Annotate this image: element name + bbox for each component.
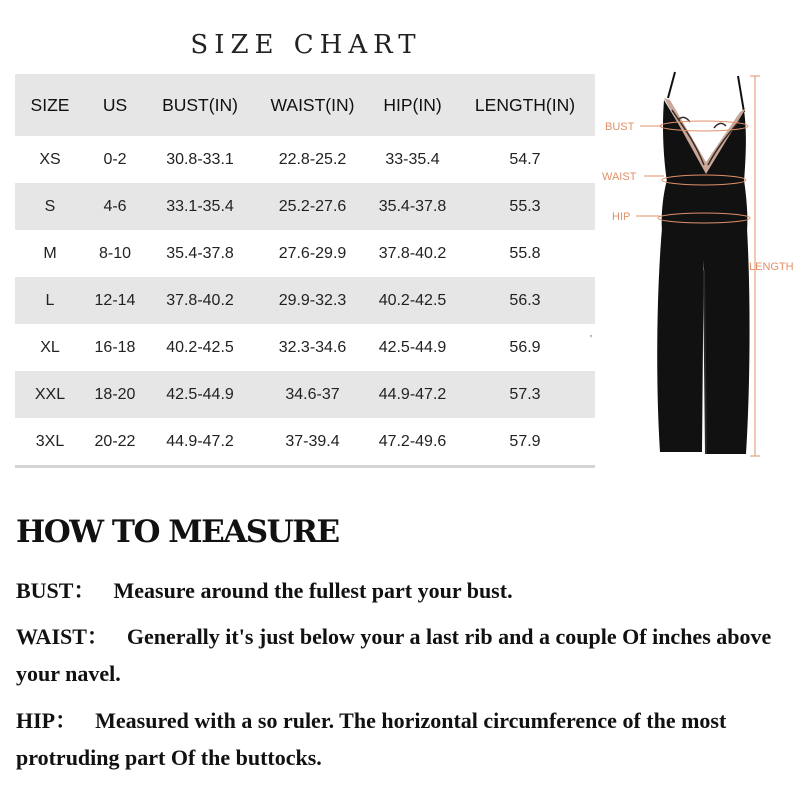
cell-waist: 34.6-37 xyxy=(255,371,370,418)
cell-bust: 40.2-42.5 xyxy=(166,338,234,356)
cell-hip: 37.8-40.2 xyxy=(378,244,447,262)
cell-bust: 37.8-40.2 xyxy=(145,277,255,324)
header-bust: BUST(IN) xyxy=(145,74,255,136)
cell-hip: 40.2-42.5 xyxy=(370,277,455,324)
cell-waist: 25.2-27.6 xyxy=(255,183,370,230)
cell-bust: 42.5-44.9 xyxy=(145,371,255,418)
cell-size: M xyxy=(43,244,57,262)
header-hip: HIP(IN) xyxy=(370,74,455,136)
cell-bust: 35.4-37.8 xyxy=(166,244,234,262)
jumpsuit-figure xyxy=(598,70,800,470)
table-row xyxy=(15,418,595,467)
cell-size: XXL xyxy=(15,371,85,418)
cell-waist: 37-39.4 xyxy=(255,418,370,467)
cell-length: 56.9 xyxy=(509,338,541,356)
cell-waist: 32.3-34.6 xyxy=(278,338,347,356)
cell-size: 3XL xyxy=(15,418,85,467)
right-leg xyxy=(702,228,750,454)
bust-term: BUST： xyxy=(16,578,96,603)
how-to-measure-title: HOW TO MEASURE xyxy=(16,514,339,550)
cell-hip: 47.2-49.6 xyxy=(370,418,455,467)
cell-bust: 44.9-47.2 xyxy=(145,418,255,467)
waist-term: WAIST： xyxy=(16,624,109,649)
table-header-row xyxy=(15,74,595,136)
table-row xyxy=(15,230,595,277)
cell-us: 16-18 xyxy=(94,338,136,356)
cell-us: 20-22 xyxy=(85,418,145,467)
waist-instruction xyxy=(16,618,800,692)
hip-label: HIP xyxy=(612,211,631,223)
cell-waist: 22.8-25.2 xyxy=(278,150,347,168)
cell-hip: 42.5-44.9 xyxy=(378,338,447,356)
table-row xyxy=(15,136,595,183)
left-leg xyxy=(657,228,704,452)
table-row xyxy=(15,183,595,230)
waist-text: Generally it's just below your a last rib and a couple Of inches above your navel. xyxy=(16,624,772,686)
cell-size: L xyxy=(15,277,85,324)
cell-bust: 33.1-35.4 xyxy=(145,183,255,230)
header-length: LENGTH(IN) xyxy=(455,74,595,136)
cell-bust: 30.8-33.1 xyxy=(166,150,234,168)
cell-us: 8-10 xyxy=(98,244,132,262)
bust-label: BUST xyxy=(605,121,635,133)
cell-length: 57.9 xyxy=(455,418,595,467)
bust-instruction xyxy=(16,572,800,609)
hip-instruction xyxy=(16,702,800,776)
hip-text: Measured with a so ruler. The horizontal circumference of the most protruding part Of the buttocks. xyxy=(16,708,727,770)
cell-hip: 35.4-37.8 xyxy=(370,183,455,230)
right-strap xyxy=(738,76,744,112)
cell-length: 55.8 xyxy=(509,244,541,262)
header-size: SIZE xyxy=(15,74,85,136)
left-strap xyxy=(668,72,675,98)
cell-length: 56.3 xyxy=(455,277,595,324)
cell-length: 54.7 xyxy=(509,150,541,168)
cell-size: S xyxy=(15,183,85,230)
hip-term: HIP： xyxy=(16,708,78,733)
cell-size: XL xyxy=(40,338,60,356)
cell-us: 18-20 xyxy=(85,371,145,418)
size-chart-title: SIZE CHART xyxy=(190,30,422,60)
table-row xyxy=(15,371,595,418)
bust-text: Measure around the fullest part your bust. xyxy=(113,578,513,603)
header-waist: WAIST(IN) xyxy=(255,74,370,136)
cell-length: 57.3 xyxy=(455,371,595,418)
header-us: US xyxy=(85,74,145,136)
table-row xyxy=(15,277,595,324)
cell-us: 0-2 xyxy=(103,150,127,168)
size-chart-table xyxy=(15,74,595,468)
table-row xyxy=(15,324,595,371)
stray-mark: ' xyxy=(590,334,592,345)
cell-size: XS xyxy=(39,150,61,168)
cell-waist: 27.6-29.9 xyxy=(278,244,347,262)
cell-us: 12-14 xyxy=(85,277,145,324)
cell-waist: 29.9-32.3 xyxy=(255,277,370,324)
waist-label: WAIST xyxy=(602,171,637,183)
cell-hip: 44.9-47.2 xyxy=(370,371,455,418)
length-label: LENGTH xyxy=(749,261,794,273)
cell-length: 55.3 xyxy=(455,183,595,230)
cell-hip: 33-35.4 xyxy=(385,150,440,168)
cell-us: 4-6 xyxy=(85,183,145,230)
